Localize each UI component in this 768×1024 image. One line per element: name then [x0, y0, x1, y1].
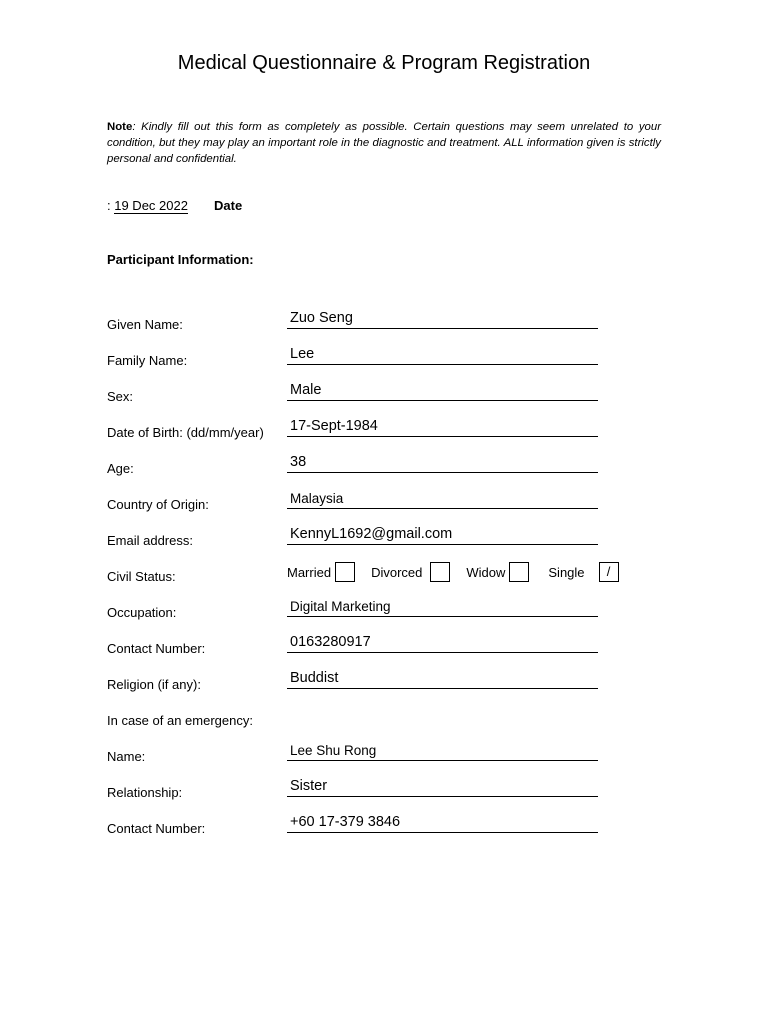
- contact-label: Contact Number:: [107, 641, 206, 656]
- sex-value: Male: [290, 382, 322, 398]
- note-text: : Kindly fill out this form as completely as possible. Certain questions may seem unrelated to your condition, but they may play an important role in the diagnostic and treatment. ALL information given is strictly personal and confidential.: [107, 121, 661, 165]
- relationship-field[interactable]: [287, 776, 598, 797]
- email-field[interactable]: [287, 524, 598, 545]
- civil-option-divorced: [371, 562, 450, 582]
- religion-value: Buddist: [290, 670, 339, 686]
- contact-field[interactable]: [287, 632, 598, 653]
- sex-label: Sex:: [107, 389, 134, 404]
- emergency-contact-label: Contact Number:: [107, 821, 206, 836]
- civil-option-label: Divorced: [371, 564, 423, 580]
- civil-option-label: Single: [548, 564, 585, 580]
- form-title: Medical Questionnaire & Program Registration: [177, 52, 591, 74]
- given-name-label: Given Name:: [107, 317, 183, 332]
- date-line: [107, 198, 243, 213]
- emergency-contact-value: +60 17-379 3846: [290, 814, 401, 830]
- relationship-label: Relationship:: [107, 785, 183, 800]
- country-value: Malaysia: [290, 491, 344, 506]
- age-value: 38: [290, 454, 307, 470]
- given-name-field[interactable]: [287, 308, 598, 329]
- sex-field[interactable]: [287, 380, 598, 401]
- civil-status-label: Civil Status:: [107, 569, 176, 584]
- religion-field[interactable]: [287, 668, 598, 689]
- section-title: Participant Information:: [107, 252, 254, 267]
- country-field[interactable]: [287, 488, 598, 509]
- emergency-name-value: Lee Shu Rong: [290, 743, 377, 758]
- civil-option-label: Married: [287, 564, 332, 580]
- email-value: KennyL1692@gmail.com: [290, 526, 453, 542]
- occupation-field[interactable]: [287, 596, 598, 617]
- married-checkbox[interactable]: [335, 562, 355, 582]
- dob-value: 17-Sept-1984: [290, 418, 378, 434]
- occupation-label: Occupation:: [107, 605, 177, 620]
- date-label: Date: [214, 198, 243, 213]
- date-value[interactable]: 19 Dec 2022: [114, 198, 188, 213]
- family-name-field[interactable]: [287, 344, 598, 365]
- family-name-label: Family Name:: [107, 353, 188, 368]
- single-checkbox[interactable]: /: [599, 562, 619, 582]
- occupation-value: Digital Marketing: [290, 599, 391, 614]
- form-note: [107, 119, 661, 167]
- relationship-value: Sister: [290, 778, 328, 794]
- note-label: Note: [107, 121, 133, 133]
- civil-option-single: [548, 562, 618, 582]
- contact-value: 0163280917: [290, 634, 371, 650]
- divorced-checkbox[interactable]: [430, 562, 450, 582]
- religion-row: [0, 670, 768, 713]
- family-name-value: Lee: [290, 346, 315, 362]
- emergency-heading: In case of an emergency:: [107, 713, 253, 728]
- email-label: Email address:: [107, 533, 193, 548]
- emergency-contact-row: [0, 814, 768, 857]
- age-label: Age:: [107, 461, 134, 476]
- age-field[interactable]: [287, 452, 598, 473]
- emergency-name-label: Name:: [107, 749, 146, 764]
- civil-option-married: [287, 562, 355, 582]
- civil-status-options: [287, 561, 629, 583]
- religion-label: Religion (if any):: [107, 677, 201, 692]
- widow-checkbox[interactable]: [509, 562, 529, 582]
- dob-field[interactable]: [287, 416, 598, 437]
- civil-option-label: Widow: [466, 564, 506, 580]
- dob-label: Date of Birth: (dd/mm/year): [107, 425, 264, 440]
- emergency-name-field[interactable]: [287, 740, 598, 761]
- civil-option-widow: [466, 562, 529, 582]
- country-label: Country of Origin:: [107, 497, 209, 512]
- emergency-contact-field[interactable]: [287, 812, 598, 833]
- given-name-value: Zuo Seng: [290, 310, 353, 326]
- date-separator: :: [107, 198, 115, 213]
